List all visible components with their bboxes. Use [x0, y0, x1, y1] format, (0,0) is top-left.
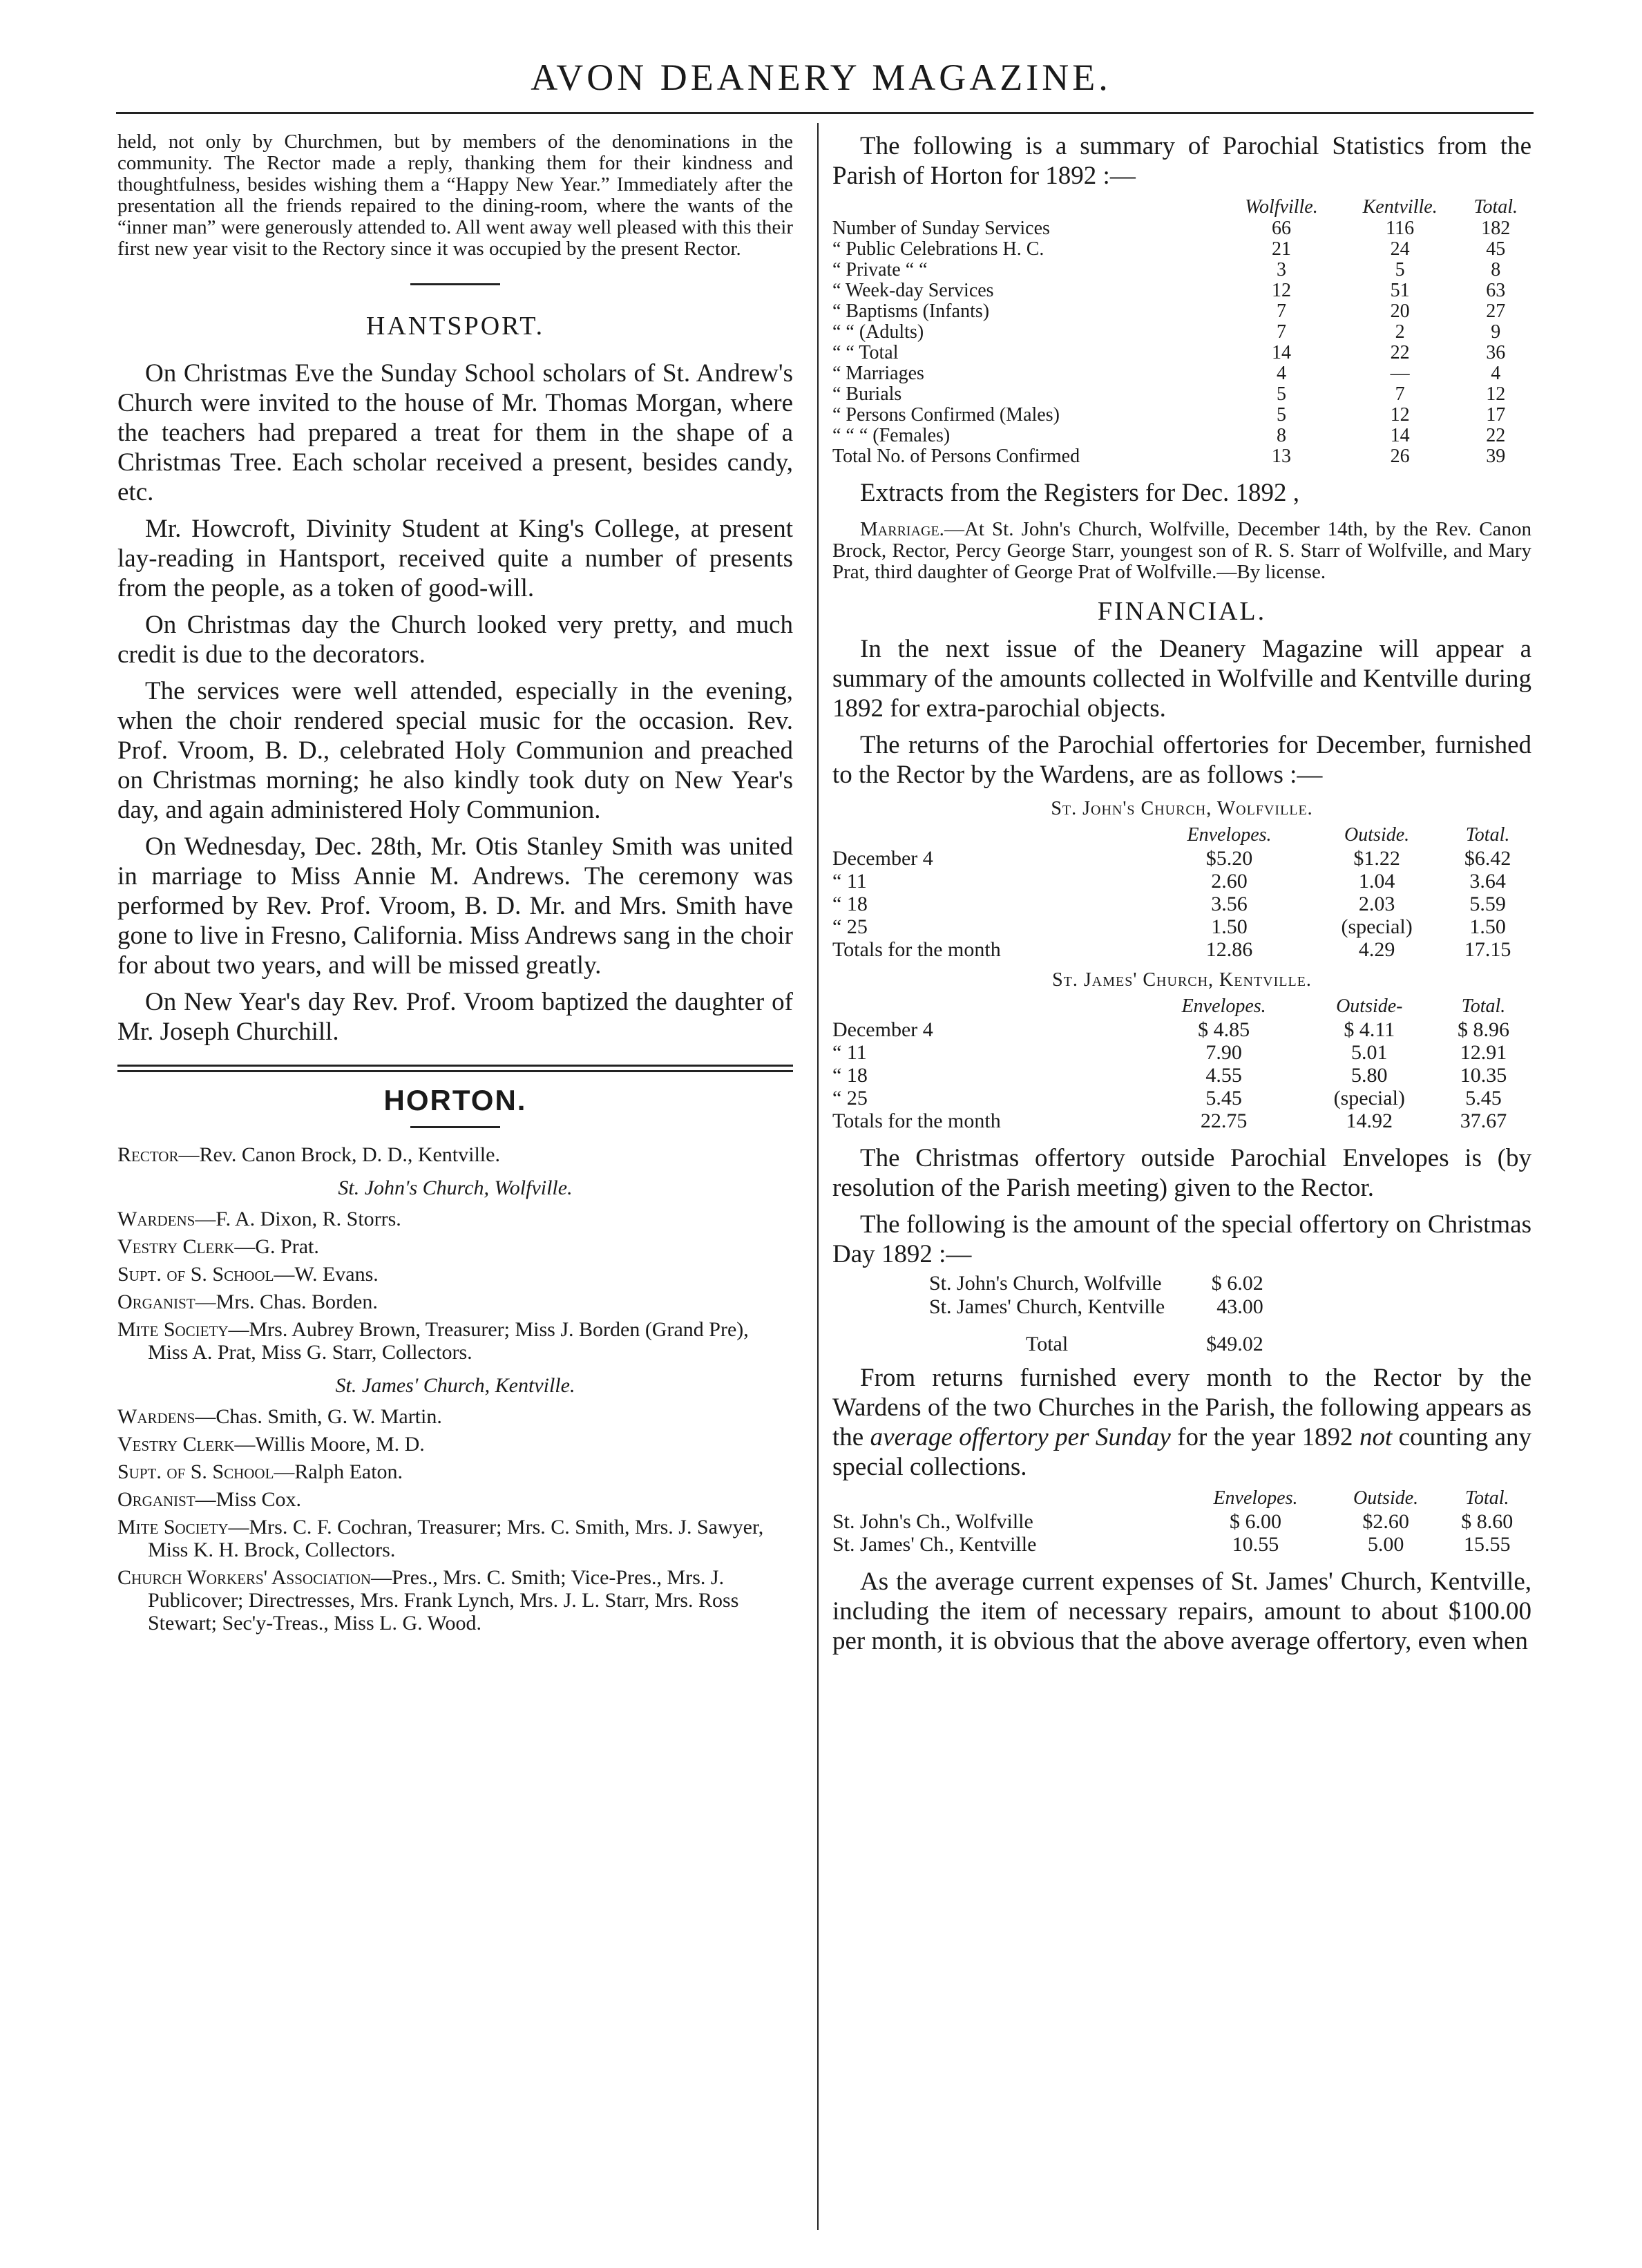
hantsport-paragraph: On New Year's day Rev. Prof. Vroom baptized the daughter of Mr. Joseph Churchill.	[117, 988, 793, 1046]
table-header-row	[832, 823, 1531, 847]
table-row: “ 11 2.60 1.04 3.64	[832, 870, 1506, 893]
table-row: “ 18 4.55 5.80 10.35	[832, 1064, 1507, 1087]
table-header-row	[832, 994, 1531, 1018]
special-intro: The following is the amount of the special offertory on Christmas Day 1892 :—	[832, 1210, 1531, 1268]
hantsport-paragraph: Mr. Howcroft, Divinity Student at King's College, at present lay-reading in Hantsport, received quite a number of presents from the people, as a token of good-will.	[117, 515, 793, 602]
table-row: “ Persons Confirmed (Males) 5 12 17	[832, 404, 1506, 426]
table-row: “ “ Total 14 22 36	[832, 342, 1506, 363]
column-header: Outside-	[1336, 995, 1403, 1017]
marriage-notice: Marriage.—At St. John's Church, Wolfville, December 14th, by the Rev. Canon Brock, Rector, Percy George Starr, youngest son of R. S. Starr of Wolfville, and Mary Prat, third daughter of George Prat of Wolfville.—By license.	[832, 518, 1531, 583]
column-header: Total.	[1465, 824, 1510, 846]
column-header: Envelopes.	[1181, 995, 1266, 1017]
table-row: “ 25 1.50 (special) 1.50	[832, 915, 1506, 938]
table-row: “ Baptisms (Infants) 7 20 27	[832, 301, 1506, 322]
table-row: “ 18 3.56 2.03 5.59	[832, 893, 1506, 915]
table-row: “ Private “ “ 3 5 8	[832, 259, 1501, 280]
officer-line: Mite Society—Mrs. Aubrey Brown, Treasurer; Miss J. Borden (Grand Pre), Miss A. Prat, Miss G. Starr, Collectors.	[117, 1318, 749, 1364]
table-row: “ Burials 5 7 12	[832, 383, 1506, 405]
financial-paragraph: In the next issue of the Deanery Magazine will appear a summary of the amounts collected in Wolfville and Kentville during 1892 for extra-parochial objects.	[832, 635, 1531, 723]
table-row: “ Week-day Services 12 51 63	[832, 280, 1506, 301]
left-column	[117, 131, 793, 1635]
table-row: “ Marriages 4 — 4	[832, 363, 1501, 384]
hantsport-heading: HANTSPORT.	[365, 312, 545, 341]
table-row: “ 11 7.90 5.01 12.91	[832, 1041, 1507, 1064]
table-row: Total No. of Persons Confirmed 13 26 39	[832, 446, 1506, 467]
st-james-offertory-table	[832, 994, 1531, 1132]
officer-line: Mite Society—Mrs. C. F. Cochran, Treasurer; Mrs. C. Smith, Mrs. J. Sawyer, Miss K. H. Brock, Collectors.	[117, 1516, 764, 1561]
officer-line: Organist—Miss Cox.	[117, 1488, 302, 1511]
column-header: Total.	[1473, 196, 1518, 218]
average-paragraph: From returns furnished every month to the Rector by the Wardens of the two Churches in the Parish, the following appears as the average offertory per Sunday for the year 1892 not counting any special collections.	[832, 1364, 1532, 1481]
st-johns-offertory-table	[832, 823, 1531, 961]
st-james-subheading: St. James' Church, Kentville.	[335, 1374, 575, 1397]
officer-line: Supt. of S. School—Ralph Eaton.	[117, 1460, 403, 1483]
table-row: “ Public Celebrations H. C. 21 24 45	[832, 238, 1506, 260]
st-johns-table-title: St. John's Church, Wolfville.	[1051, 798, 1313, 819]
table-row: St. John's Ch., Wolfville $ 6.00 $2.60 $ 8.60	[832, 1510, 1514, 1533]
officer-line: Vestry Clerk—G. Prat.	[117, 1235, 319, 1258]
masthead-title: AVON DEANERY MAGAZINE.	[531, 57, 1111, 98]
column-header: Kentville.	[1362, 196, 1438, 218]
intro-paragraph: held, not only by Churchmen, but by members of the denominations in the community. The Rector made a reply, thanking them for their kindness and thoughtfulness, besides wishing them a “Happy New Year.” Immediately after the presentation all the friends repaired to the dining-room, where the wants of the “inner man” were generously attended to. All went away well pleased with this their first new year visit to the Rectory since it was occupied by the present Rector.	[117, 131, 793, 260]
officer-line: Wardens—F. A. Dixon, R. Storrs.	[117, 1208, 401, 1230]
table-row: St. James' Ch., Kentville 10.55 5.00 15.55	[832, 1533, 1511, 1556]
hantsport-paragraph: On Wednesday, Dec. 28th, Mr. Otis Stanley Smith was united in marriage to Miss Annie M. Andrews. The ceremony was performed by Rev. Prof. Vroom, B. D. Mr. and Mrs. Smith have gone to live in Fresno, California. Miss Andrews sang in the choir for about two years, and will be missed greatly.	[117, 832, 793, 980]
officer-line: Vestry Clerk—Willis Moore, M. D.	[117, 1433, 425, 1456]
special-offertory-table	[929, 1272, 1263, 1356]
section-double-rule	[117, 1065, 793, 1072]
table-row: Totals for the month 22.75 14.92 37.67	[832, 1109, 1507, 1132]
officer-line: Supt. of S. School—W. Evans.	[117, 1263, 379, 1286]
column-header: Outside.	[1353, 1487, 1419, 1509]
officer-line: Church Workers' Association—Pres., Mrs. C. Smith; Vice-Pres., Mrs. J. Publicover; Directresses, Mrs. Frank Lynch, Mrs. J. L. Starr, Mrs. Ross Stewart; Sec'y-Treas., Miss L. G. Wood.	[117, 1566, 739, 1635]
column-header: Envelopes.	[1213, 1487, 1298, 1509]
st-johns-subheading: St. John's Church, Wolfville.	[338, 1176, 573, 1199]
column-header: Envelopes.	[1187, 824, 1272, 846]
table-row: “ “ “ (Females) 8 14 22	[832, 425, 1506, 446]
officer-line: Wardens—Chas. Smith, G. W. Martin.	[117, 1405, 442, 1428]
column-header: Outside.	[1344, 824, 1410, 846]
hantsport-paragraph: On Christmas Eve the Sunday School scholars of St. Andrew's Church were invited to the house of Mr. Thomas Morgan, where the teachers had prepared a treat for them in the shape of a Christmas Tree. Each scholar received a present, besides candy, etc.	[117, 359, 793, 506]
column-divider	[817, 123, 819, 2230]
table-row: “ 25 5.45 (special) 5.45	[832, 1087, 1502, 1109]
horton-officers	[117, 1143, 793, 1635]
extracts-line: Extracts from the Registers for Dec. 1892 ,	[860, 479, 1300, 507]
table-row: December 4 $5.20 $1.22 $6.42	[832, 847, 1511, 870]
column-header: Wolfville.	[1245, 196, 1318, 218]
total-row: Total $49.02	[1025, 1333, 1263, 1355]
christmas-paragraph: The Christmas offertory outside Parochial Envelopes is (by resolution of the Parish meeting) given to the Rector.	[832, 1144, 1531, 1202]
table-row: December 4 $ 4.85 $ 4.11 $ 8.96	[832, 1018, 1509, 1041]
right-column	[832, 131, 1531, 1656]
average-offertory-table	[832, 1486, 1531, 1556]
section-rule	[410, 283, 500, 285]
table-row: Totals for the month 12.86 4.29 17.15	[832, 938, 1511, 961]
hantsport-body	[117, 359, 793, 1047]
column-header: Total.	[1461, 995, 1506, 1017]
table-row: “ “ (Adults) 7 2 9	[832, 321, 1501, 343]
stats-intro: The following is a summary of Parochial Statistics from the Parish of Horton for 1892 :—	[832, 132, 1531, 190]
st-james-table-title: St. James' Church, Kentville.	[1052, 969, 1312, 991]
hantsport-paragraph: The services were well attended, especially in the evening, when the choir rendered special music for the occasion. Rev. Prof. Vroom, B. D., celebrated Holy Communion and preached on Christmas morning; he also kindly took duty on New Year's day, and again administered Holy Communion.	[117, 677, 793, 824]
parochial-stats-table	[832, 196, 1531, 467]
table-row: Number of Sunday Services 66 116 182	[832, 218, 1511, 239]
financial-paragraph: The returns of the Parochial offertories for December, furnished to the Rector by the Wardens, are as follows :—	[832, 731, 1531, 789]
table-header-row	[832, 196, 1531, 218]
table-row: St. James' Church, Kentville 43.00	[929, 1295, 1263, 1318]
financial-heading: FINANCIAL.	[1097, 597, 1267, 626]
rector-line: Rector—Rev. Canon Brock, D. D., Kentville.	[117, 1143, 500, 1166]
hantsport-paragraph: On Christmas day the Church looked very pretty, and much credit is due to the decorators.	[117, 611, 793, 669]
final-paragraph: As the average current expenses of St. James' Church, Kentville, including the item of necessary repairs, amount to about $100.00 per month, it is obvious that the above average offertory, even when	[832, 1567, 1531, 1655]
horton-heading: HORTON.	[383, 1084, 527, 1116]
column-header: Total.	[1464, 1487, 1509, 1509]
table-header-row	[832, 1486, 1531, 1510]
table-row: St. John's Church, Wolfville $ 6.02	[929, 1272, 1263, 1295]
officer-line: Organist—Mrs. Chas. Borden.	[117, 1290, 378, 1313]
section-rule	[410, 1126, 500, 1128]
masthead-rule	[116, 112, 1534, 114]
